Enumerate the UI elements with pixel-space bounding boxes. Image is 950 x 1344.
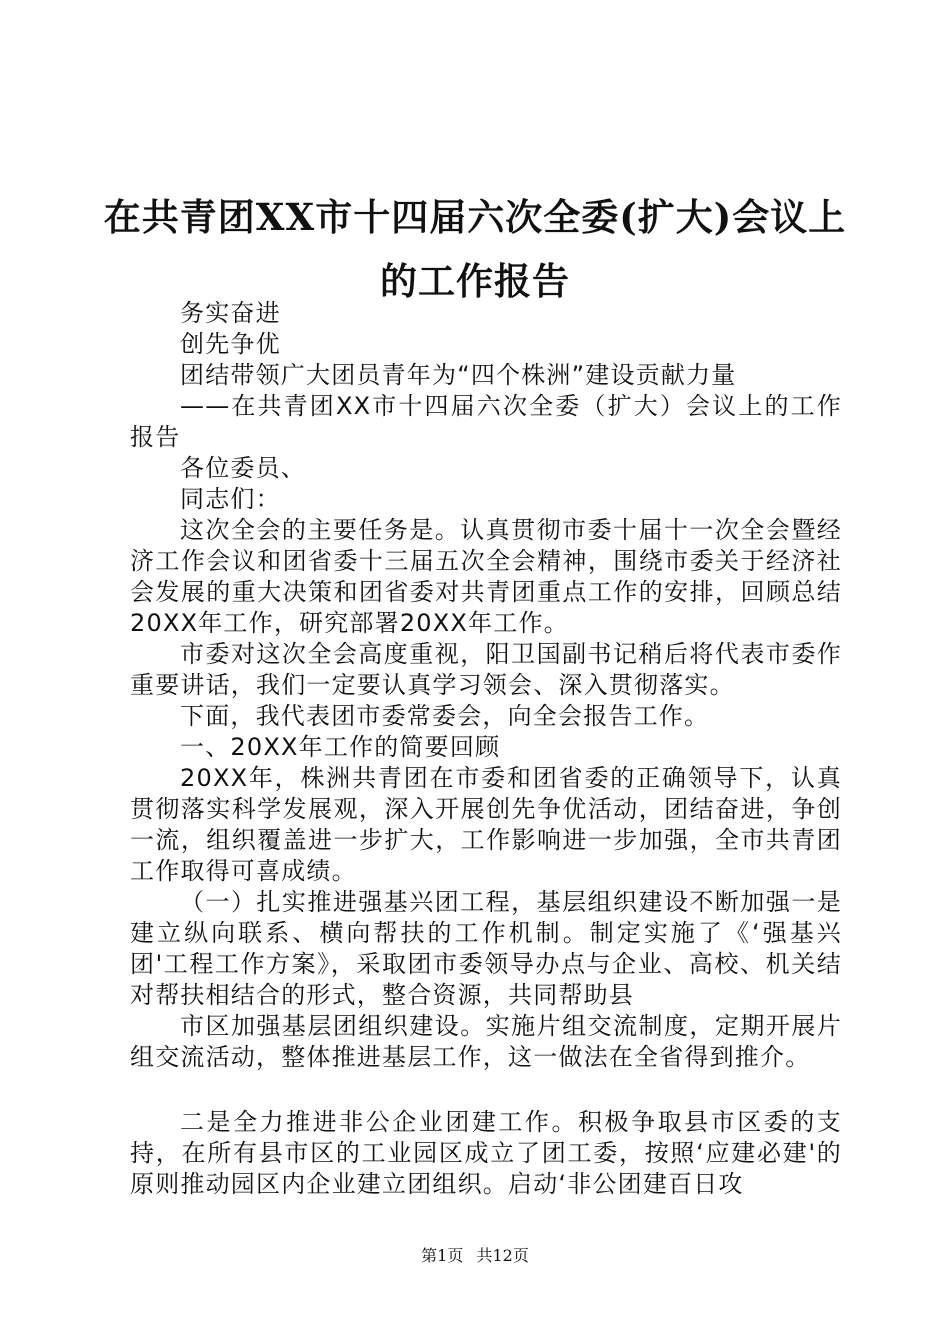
paragraph-motto-2: 创先争优 <box>180 330 281 358</box>
title-line-2: 的工作报告 <box>380 259 570 303</box>
paragraph-salutation-2: 同志们： <box>180 485 281 513</box>
paragraph-item-1-cont: 市区加强基层团组织建设。实施片组交流制度，定期开展片组交流活动，整体推进基层工作，这一做法在全省得到推介。 <box>130 1012 842 1071</box>
paragraph-main-task: 这次全会的主要任务是。认真贯彻市委十届十一次全会暨经济工作会议和团省委十三届五次全会精神，围绕市委关于经济社会发展的重大决策和团省委对共青团重点工作的安排，回顾总结20XX年工作，研究部署20XX年工作。 <box>130 516 842 637</box>
paragraph-review: 20XX年，株洲共青团在市委和团省委的正确领导下，认真贯彻落实科学发展观，深入开展创先争优活动，团结奋进，争创一流，组织覆盖进一步扩大，工作影响进一步加强，全市共青团工作取得可喜成绩。 <box>130 764 842 885</box>
page-total: 共12页 <box>476 1246 529 1265</box>
paragraph-subtitle: 团结带领广大团员青年为“四个株洲”建设贡献力量 <box>180 361 737 389</box>
paragraph-motto-1: 务实奋进 <box>180 299 281 327</box>
title-line-1: 在共青团XX市十四届六次全委(扩大)会议上 <box>103 195 847 239</box>
paragraph-item-1: （一）扎实推进强基兴团工程，基层组织建设不断加强一是建立纵向联系、横向帮扶的工作机制。制定实施了《‘强基兴团'工程工作方案》，采取团市委领导办点与企业、高校、机关结对帮扶相结合的形式，整合资源，共同帮助县 <box>130 888 842 1009</box>
section-heading-1: 一、20XX年工作的简要回顾 <box>180 733 501 761</box>
page-footer <box>0 1243 950 1266</box>
paragraph-salutation-1: 各位委员、 <box>180 454 306 482</box>
paragraph-city-committee: 市委对这次全会高度重视，阳卫国副书记稍后将代表市委作重要讲话，我们一定要认真学习领会、深入贯彻落实。 <box>130 640 842 699</box>
page-number: 第1页 <box>421 1246 464 1265</box>
paragraph-report-title: ——在共青团XX市十四届六次全委（扩大）会议上的工作报告 <box>130 392 842 451</box>
document-title <box>80 185 870 313</box>
paragraph-gap <box>130 1073 842 1107</box>
document-body <box>130 298 842 1200</box>
paragraph-item-2: 二是全力推进非公企业团建工作。积极争取县市区委的支持，在所有县市区的工业园区成立了团工委，按照‘应建必建'的原则推动园区内企业建立团组织。启动‘非公团建百日攻 <box>130 1108 842 1198</box>
paragraph-report-intro: 下面，我代表团市委常委会，向全会报告工作。 <box>180 702 710 730</box>
